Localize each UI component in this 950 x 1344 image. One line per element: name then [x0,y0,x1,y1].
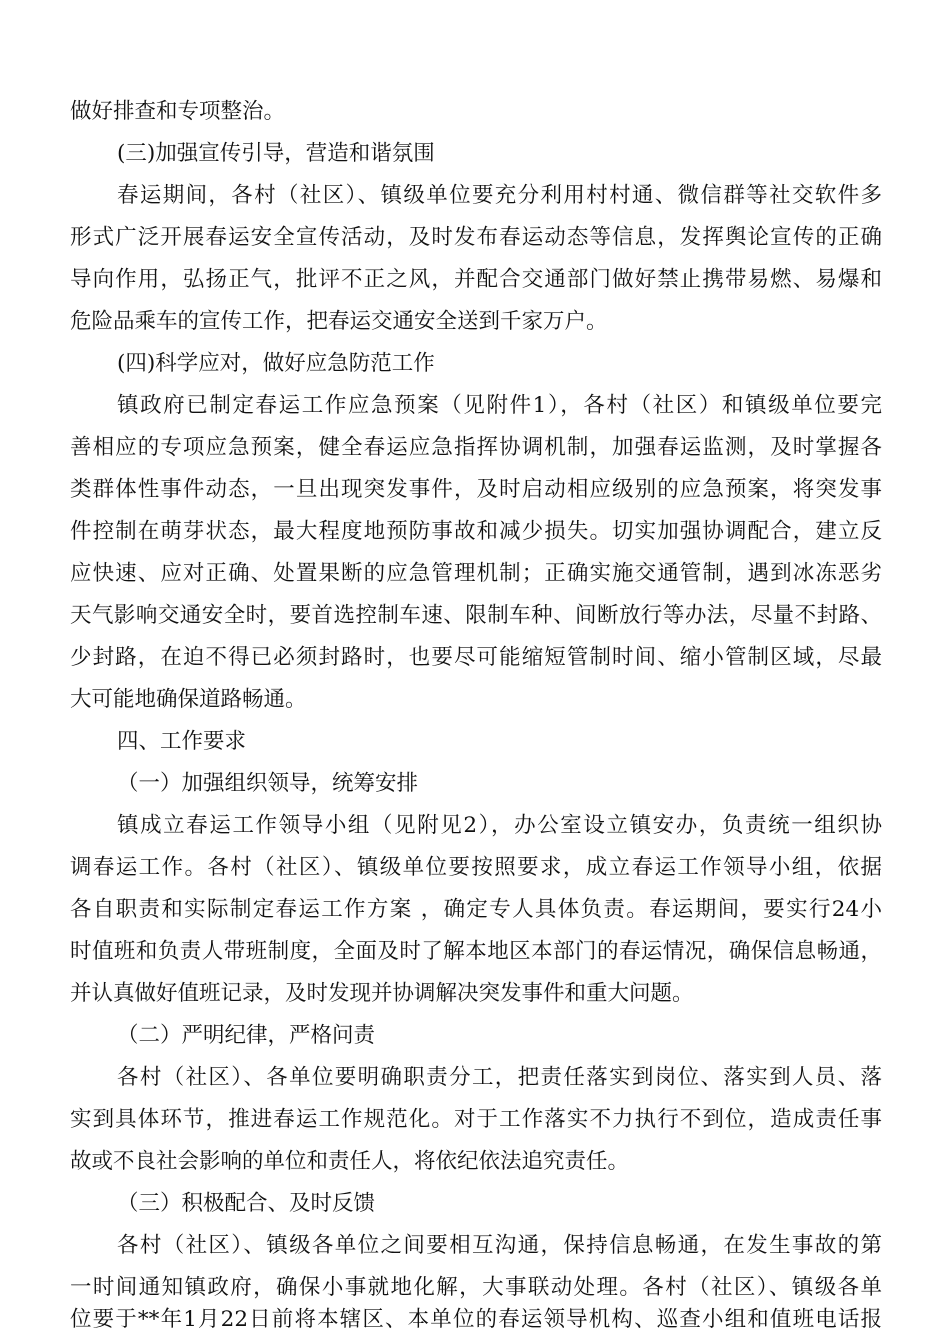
paragraph-line: 故或不良社会影响的单位和责任人，将依纪依法追究责任。 [70,1149,630,1174]
paragraph-line: 时值班和负责人带班制度，全面及时了解本地区本部门的春运情况，确保信息畅通， [70,939,882,964]
paragraph-line: 件控制在萌芽状态，最大程度地预防事故和减少损失。切实加强协调配合，建立反 [70,519,882,544]
section-heading: 四、工作要求 [117,729,247,754]
paragraph-line: 善相应的专项应急预案，健全春运应急指挥协调机制，加强春运监测，及时掌握各 [70,435,882,460]
paragraph-line: 各自职责和实际制定春运工作方案 ，确定专人具体负责。春运期间，要实行24小 [70,897,882,922]
paragraph-line: 一时间通知镇政府，确保小事就地化解，大事联动处理。各村（社区）、镇级各单 [70,1275,882,1300]
paragraph-line: 各村（社区）、各单位要明确职责分工，把责任落实到岗位、落实到人员、落 [117,1065,882,1090]
paragraph-line: 位要于**年1月22日前将本辖区、本单位的春运领导机构、巡查小组和值班电话报 [70,1307,882,1332]
section-heading: (四)科学应对，做好应急防范工作 [117,351,435,376]
subsection-heading: （一）加强组织领导，统筹安排 [117,771,419,796]
paragraph-line: 各村（社区）、镇级各单位之间要相互沟通，保持信息畅通，在发生事故的第 [117,1233,882,1258]
paragraph-line: 春运期间，各村（社区）、镇级单位要充分利用村村通、微信群等社交软件多 [117,183,882,208]
paragraph-line: 镇成立春运工作领导小组（见附见2），办公室设立镇安办，负责统一组织协 [117,813,882,838]
paragraph-line: 导向作用，弘扬正气，批评不正之风，并配合交通部门做好禁止携带易燃、易爆和 [70,267,882,292]
paragraph-line: 并认真做好值班记录，及时发现并协调解决突发事件和重大问题。 [70,981,694,1006]
paragraph-line: 大可能地确保道路畅通。 [70,687,307,712]
subsection-heading: （三）积极配合、及时反馈 [117,1191,376,1216]
paragraph-line: 危险品乘车的宣传工作，把春运交通安全送到千家万户。 [70,309,608,334]
section-heading: (三)加强宣传引导，营造和谐氛围 [117,141,435,166]
subsection-heading: （二）严明纪律，严格问责 [117,1023,376,1048]
paragraph-line: 少封路，在迫不得已必须封路时，也要尽可能缩短管制时间、缩小管制区域，尽最 [70,645,882,670]
paragraph-line: 类群体性事件动态，一旦出现突发事件，及时启动相应级别的应急预案，将突发事 [70,477,882,502]
paragraph-line: 镇政府已制定春运工作应急预案（见附件1），各村（社区）和镇级单位要完 [117,393,882,418]
paragraph-line: 形式广泛开展春运安全宣传活动，及时发布春运动态等信息，发挥舆论宣传的正确 [70,225,882,250]
paragraph-line: 天气影响交通安全时，要首选控制车速、限制车种、间断放行等办法，尽量不封路、 [70,603,882,628]
paragraph-line: 实到具体环节，推进春运工作规范化。对于工作落实不力执行不到位，造成责任事 [70,1107,882,1132]
paragraph-line: 做好排查和专项整治。 [70,99,286,124]
paragraph-line: 调春运工作。各村（社区）、镇级单位要按照要求，成立春运工作领导小组，依据 [70,855,882,880]
paragraph-line: 应快速、应对正确、处置果断的应急管理机制；正确实施交通管制，遇到冰冻恶劣 [70,561,882,586]
